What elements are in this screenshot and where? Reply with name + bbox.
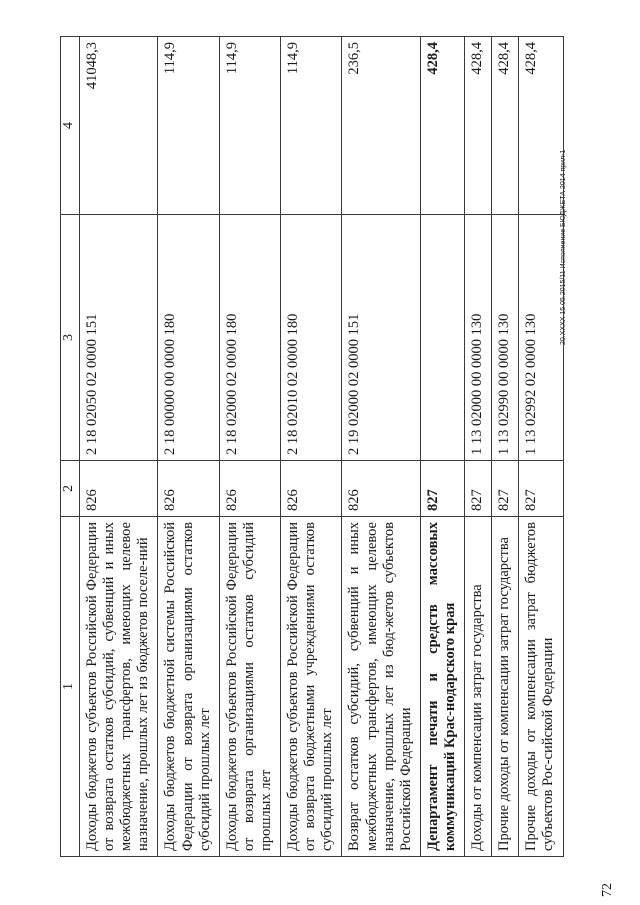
- row-name: Департамент печати и средств массовых коммуникаций Крас-нодарского края: [420, 517, 464, 857]
- column-header-2: 2: [61, 461, 80, 517]
- table-row: [219, 37, 280, 857]
- row-name: Прочие доходы от компенсации затрат бюджетов субъектов Рос-сийской Федерации: [519, 517, 563, 857]
- file-path-note: 20.XXXX 15.05.2015/11 Исполнение БЮДЖЕТА 2014 прил-1: [560, 149, 567, 345]
- row-name: Доходы бюджетов субъектов Российской Федерации от возврата организациями остатков субсидий прошлых лет: [219, 517, 280, 857]
- row-name: Доходы бюджетов субъектов Российской Федерации от возврата остатков субсидий, субвенций и иных межбюджетных трансфертов, имеющих целевое назначение, прошлых лет из бюджетов поселе-ний: [80, 517, 158, 857]
- row-admin-code: 826: [342, 461, 420, 517]
- row-admin-code: 826: [281, 461, 342, 517]
- row-admin-code: 826: [158, 461, 219, 517]
- table-row-department: [420, 37, 464, 857]
- row-admin-code: 827: [465, 461, 492, 517]
- column-header-3: 3: [61, 215, 80, 461]
- row-amount: 236,5: [342, 37, 420, 215]
- row-admin-code: 827: [420, 461, 464, 517]
- row-amount: 114,9: [281, 37, 342, 215]
- table-row: [158, 37, 219, 857]
- budget-table: [60, 36, 564, 857]
- row-budget-code: 2 18 02050 02 0000 151: [80, 215, 158, 461]
- row-budget-code: 2 19 02000 02 0000 151: [342, 215, 420, 461]
- row-admin-code: 826: [80, 461, 158, 517]
- page-number: 72: [600, 883, 615, 897]
- row-budget-code: 1 13 02992 02 0000 130: [519, 215, 563, 461]
- row-name: Доходы от компенсации затрат государства: [465, 517, 492, 857]
- row-amount: 41048,3: [80, 37, 158, 215]
- row-amount: 428,4: [519, 37, 563, 215]
- row-name: Доходы бюджетов субъектов Российской Федерации от возврата бюджетными учреждениями остатков субсидий прошлых лет: [281, 517, 342, 857]
- header-row: [61, 37, 80, 857]
- row-budget-code: 2 18 02010 02 0000 180: [281, 215, 342, 461]
- row-amount: 114,9: [158, 37, 219, 215]
- table-row: [342, 37, 420, 857]
- row-budget-code: 1 13 02990 00 0000 130: [492, 215, 519, 461]
- column-header-4: 4: [61, 37, 80, 215]
- row-admin-code: 826: [219, 461, 280, 517]
- table-row: [492, 37, 519, 857]
- row-admin-code: 827: [492, 461, 519, 517]
- table-row: [281, 37, 342, 857]
- row-name: Прочие доходы от компенсации затрат государства: [492, 517, 519, 857]
- row-amount: 428,4: [492, 37, 519, 215]
- row-amount: 114,9: [219, 37, 280, 215]
- row-budget-code: 1 13 02000 00 0000 130: [465, 215, 492, 461]
- table-row: [519, 37, 563, 857]
- row-budget-code: 2 18 02000 02 0000 180: [219, 215, 280, 461]
- row-amount: 428,4: [420, 37, 464, 215]
- column-header-1: 1: [61, 517, 80, 857]
- row-amount: 428,4: [465, 37, 492, 215]
- row-name: Возврат остатков субсидий, субвенций и иных межбюджетных трансфертов, имеющих целевое назначение, прошлых лет из бюд-жетов субъектов Российской Федерации: [342, 517, 420, 857]
- row-budget-code: 2 18 00000 00 0000 180: [158, 215, 219, 461]
- table-row: [465, 37, 492, 857]
- row-admin-code: 827: [519, 461, 563, 517]
- table-row: [80, 37, 158, 857]
- row-name: Доходы бюджетов бюджетной системы Российской Федерации от возврата организациями остатков субсидий прошлых лет: [158, 517, 219, 857]
- row-budget-code: [420, 215, 464, 461]
